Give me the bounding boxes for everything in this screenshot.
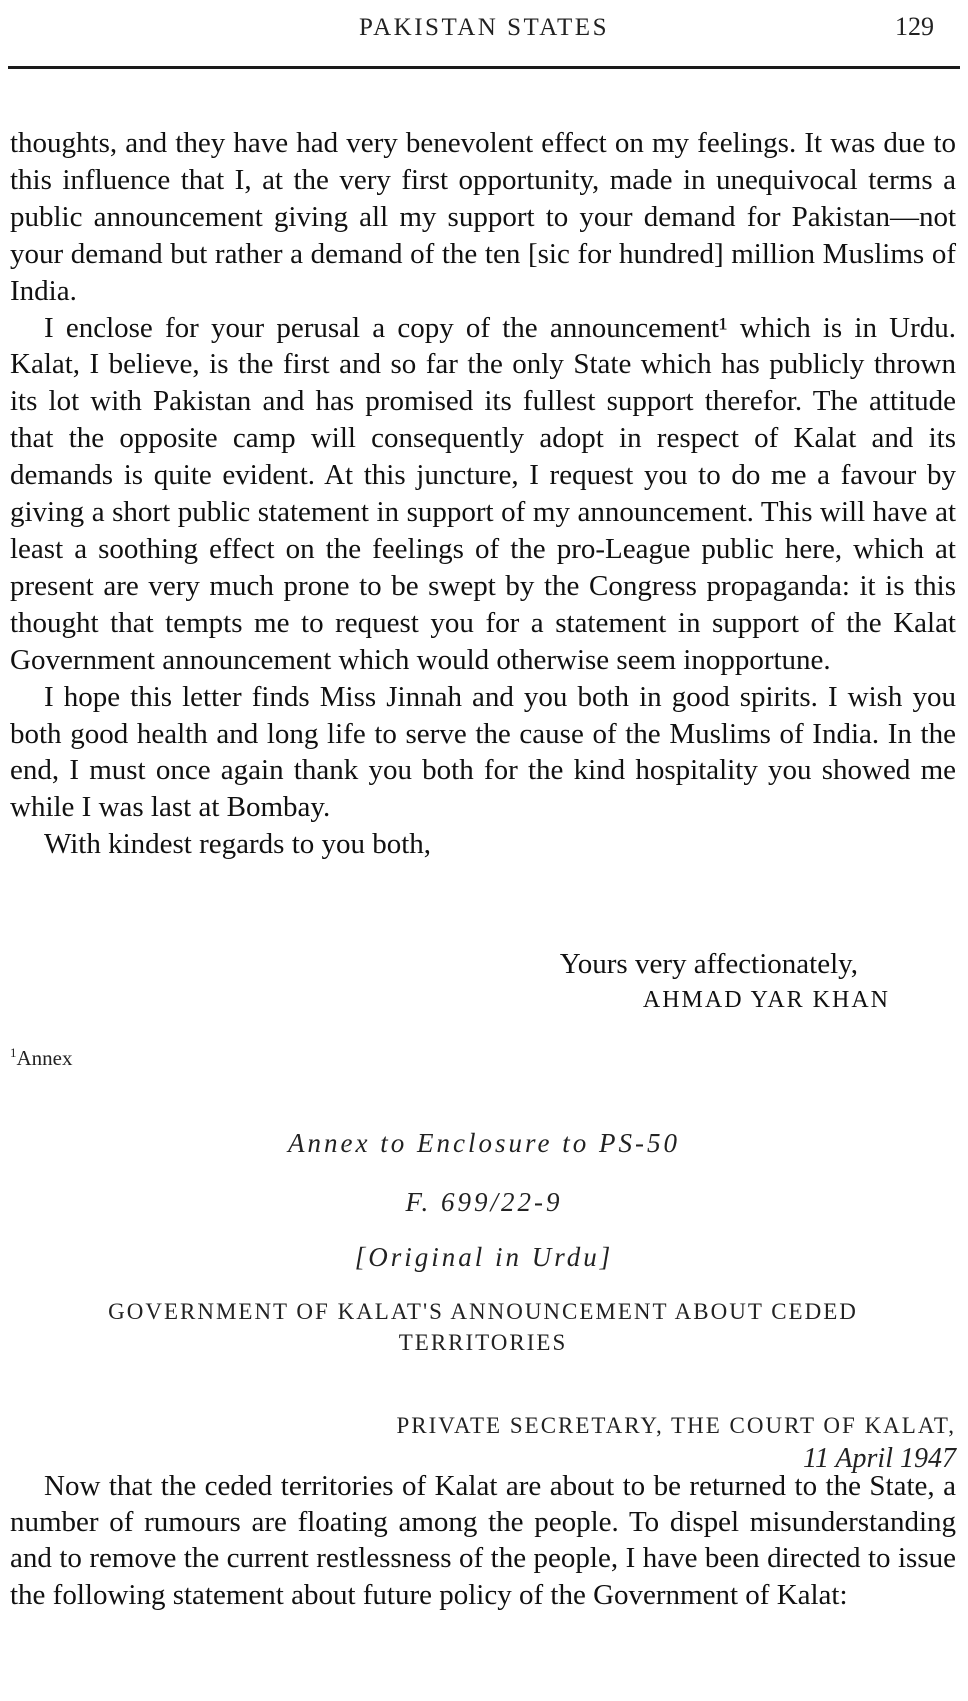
letter-paragraph-4: With kindest regards to you both, xyxy=(44,828,432,861)
letter-paragraph-3: I hope this letter finds Miss Jinnah and you both in good spirits. I wish you both good health and long life to serve the cause of the Muslims of India. In the end, I must once again thank you both for the kind hospitality you showed me while I was last at Bombay. xyxy=(10,680,956,824)
letter-paragraph-1: thoughts, and they have had very benevolent effect on my feelings. It was due to this influence that I, at the very first opportunity, made in unequivocal terms a public announcement giving all my support to your demand for Pakistan—not your demand but rather a demand of the ten [sic for hundred] million Muslims of India. xyxy=(10,127,956,307)
issuing-office: PRIVATE SECRETARY, THE COURT OF KALAT, xyxy=(396,1413,956,1438)
signer-name: AHMAD YAR KHAN xyxy=(642,987,890,1013)
page-number: 129 xyxy=(895,12,934,41)
annex-paragraph: Now that the ceded territories of Kalat are about to be returned to the State, a number of rumours are floating among the people. To dispel misunderstanding and to remove the current restlessness of the people, I have been directed to issue the following statement about future policy of the Government of Kalat: xyxy=(10,1470,956,1611)
complimentary-close: Yours very affectionately, xyxy=(559,948,858,980)
annex-body xyxy=(10,1468,956,1613)
annex-title: GOVERNMENT OF KALAT'S ANNOUNCEMENT ABOUT CEDED TERRITORIES xyxy=(108,1299,858,1355)
running-title: PAKISTAN STATES xyxy=(359,14,609,41)
running-header xyxy=(0,12,968,52)
letter-body xyxy=(10,125,956,863)
annex-heading: Annex to Enclosure to PS-50 xyxy=(288,1128,680,1158)
file-reference: F. 699/22-9 xyxy=(405,1187,563,1217)
footnote xyxy=(10,1045,73,1071)
header-rule xyxy=(8,66,960,69)
footnote-text: Annex xyxy=(16,1046,73,1070)
letter-paragraph-2: I enclose for your perusal a copy of the announcement¹ which is in Urdu. Kalat, I believe, is the first and so far the only State which has publicly thrown its lot with Pakistan and has promised its fullest support therefor. The attitude that the opposite camp will consequently adopt in respect of Kalat and its demands is quite evident. At this juncture, I request you to do me a favour by giving a short public statement in support of my announcement. This will have at least a soothing effect on the feelings of the pro-League public here, which at present are very much prone to be swept by the Congress propaganda: it is this thought that tempts me to request you for a statement in support of the Kalat Government announcement which would otherwise seem inopportune. xyxy=(10,311,956,676)
issue-date: 11 April 1947 xyxy=(803,1443,956,1474)
original-language-note: [Original in Urdu] xyxy=(354,1242,614,1272)
signature-block xyxy=(560,946,890,1018)
footnote-marker: 1 xyxy=(10,1045,17,1060)
dateline xyxy=(397,1410,956,1476)
